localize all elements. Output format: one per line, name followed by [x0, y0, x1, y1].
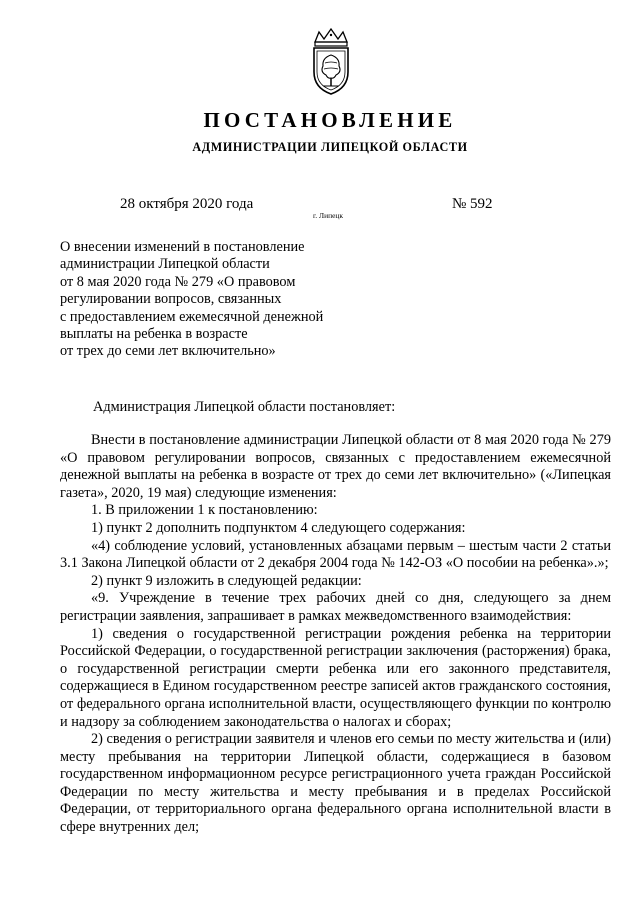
subject-line: от 8 мая 2020 года № 279 «О правовом: [60, 273, 296, 290]
subject-line: О внесении изменений в постановление: [60, 239, 305, 255]
paragraph: 1) пункт 2 дополнить подпунктом 4 следующего содержания:: [91, 519, 466, 536]
document-subject: [60, 239, 323, 361]
paragraph: 2) пункт 9 изложить в следующей редакции:: [91, 572, 362, 589]
paragraph: «4) соблюдение условий, установленных абзацами первым – шестым части 2 статьи 3.1 Закона Липецкой области от 2 декабря 2004 года № 142-ОЗ «О пособии на ребенка».»;: [60, 537, 611, 572]
document-title: ПОСТАНОВЛЕНИЕ: [203, 108, 457, 132]
document-subtitle: АДМИНИСТРАЦИИ ЛИПЕЦКОЙ ОБЛАСТИ: [192, 140, 468, 154]
paragraph: 2) сведения о регистрации заявителя и членов его семьи по месту жительства и (или) месту пребывания на территории Липецкой области, содержащиеся в базовом государственном информационном ресурсе регистрационного учета граждан Российской Федерации по месту жительства и месту пребывания и в пределах Российской Федерации, от территориального органа федерального органа исполнительной власти в сфере внутренних дел;: [60, 731, 611, 836]
subject-line: выплаты на ребенка в возрасте: [60, 326, 248, 343]
paragraph: 1) сведения о государственной регистрации рождения ребенка на территории Российской Федерации, о государственной регистрации заключения (расторжения) брака, о государственной регистрации смерти ребенка или его законного представителя, содержащиеся в Едином государственном реестре записей актов гражданского состояния, от федерального органа исполнительной власти, осуществляющего функции по контролю и надзору за соблюдением законодательства о налогах и сборах;: [60, 625, 611, 730]
subject-line: администрации Липецкой области: [60, 256, 270, 273]
paragraph: Внести в постановление администрации Липецкой области от 8 мая 2020 года № 279 «О правовом регулировании вопросов, связанных с предоставлением ежемесячной денежной выплаты на ребенка в возрасте от трех до семи лет включительно» («Липецкая газета», 2020, 19 мая) следующие изменения:: [60, 432, 611, 501]
document-number: № 592: [452, 196, 493, 212]
paragraph: 1. В приложении 1 к постановлению:: [91, 502, 318, 519]
paragraph: «9. Учреждение в течение трех рабочих дней со дня, следующего за днем регистрации заявления, запрашивает в рамках межведомственного взаимодействия:: [60, 590, 611, 624]
coat-of-arms-icon: [306, 28, 356, 96]
document-body: [60, 432, 611, 837]
subject-line: с предоставлением ежемесячной денежной: [60, 308, 324, 325]
resolution-lead: Администрация Липецкой области постановляет:: [93, 399, 396, 415]
subject-line: регулировании вопросов, связанных: [60, 291, 282, 308]
document-date: 28 октября 2020 года: [120, 196, 254, 212]
document-city: г. Липецк: [313, 211, 344, 220]
subject-line: от трех до семи лет включительно»: [60, 343, 276, 360]
